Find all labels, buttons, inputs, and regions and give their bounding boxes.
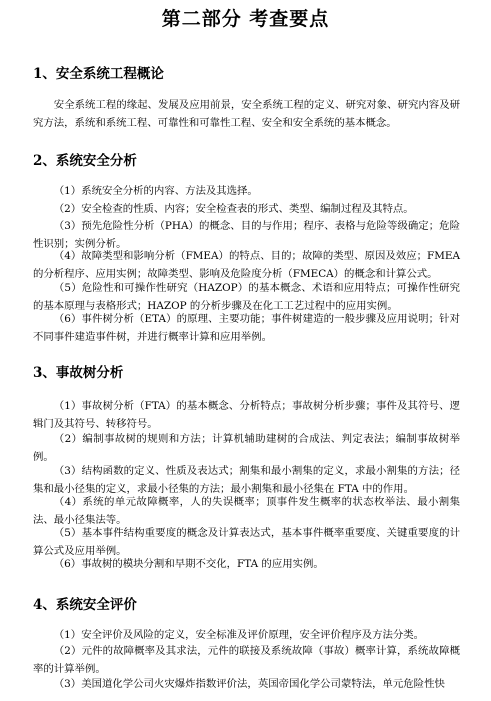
- section-3-item-3: （3）结构函数的定义、性质及表达式；割集和最小割集的定义，求最小割集的方法；径集和最小径集的定义，求最小径集的方法；最小割集和最小径集在 FTA 中的作用。: [33, 465, 460, 495]
- section-heading-2: 2、系统安全分析: [33, 153, 137, 169]
- section-heading-1: 1、安全系统工程概论: [33, 66, 164, 82]
- section-2-item-5: （5）危险性和可操作性研究（HAZOP）的基本概念、术语和应用特点；可操作性研究的基本原理与表格形式；HAZOP 的分析步骤及在化工工艺过程中的应用实例。: [33, 282, 460, 312]
- section-3-item-1: （1）事故树分析（FTA）的基本概念、分析特点；事故树分析步骤；事件及其符号、逻辑门及其符号、转移符号。: [33, 400, 460, 430]
- page-title: 第二部分 考查要点: [161, 8, 330, 30]
- section-2-item-2: （2）安全检查的性质、内容；安全检查表的形式、类型、编制过程及其特点。: [53, 203, 414, 215]
- section-2-item-3: （3）预先危险性分析（PHA）的概念、目的与作用；程序、表格与危险等级确定；危险性识别；实例分析。: [33, 220, 460, 250]
- section-heading-3: 3、事故树分析: [33, 365, 124, 381]
- section-2-item-6: （6）事件树分析（ETA）的原理、主要功能；事件树建造的一般步骤及应用说明；针对不同事件建造事件树，并进行概率计算和应用举例。: [33, 313, 460, 343]
- section-4-item-2: （2）元件的故障概率及其求法，元件的联接及系统故障（事故）概率计算，系统故障概率的计算举例。: [33, 645, 460, 675]
- section-3-item-4: （4）系统的单元故障概率，人的失误概率；顶事件发生概率的状态枚举法、最小割集法、最小径集法等。: [33, 496, 460, 526]
- section-3-item-6: （6）事故树的模块分割和早期不交化，FTA 的应用实例。: [53, 558, 324, 570]
- section-3-item-5: （5）基本事件结构重要度的概念及计算表达式，基本事件概率重要度、关键重要度的计算公式及应用举例。: [33, 527, 460, 557]
- section-2-item-4: （4）故障类型和影响分析（FMEA）的特点、目的；故障的类型、原因及效应；FMEA 的分析程序、应用实例；故障类型、影响及危险度分析（FMECA）的概念和计算公式。: [33, 250, 460, 280]
- section-3-item-2: （2）编制事故树的规则和方法；计算机辅助建树的合成法、判定表法；编制事故树举例。: [33, 433, 460, 463]
- section-heading-4: 4、系统安全评价: [33, 597, 137, 613]
- section-1-paragraph: 安全系统工程的缘起、发展及应用前景，安全系统工程的定义、研究对象、研究内容及研究方法，系统和系统工程、可靠性和可靠性工程、安全和安全系统的基本概念。: [33, 99, 460, 129]
- section-4-item-1: （1）安全评价及风险的定义，安全标准及评价原理，安全评价程序及方法分类。: [53, 629, 425, 641]
- section-2-item-1: （1）系统安全分析的内容、方法及其选择。: [53, 185, 258, 197]
- section-4-item-3: （3）美国道化学公司火灾爆炸指数评价法，英国帝国化学公司蒙特法，单元危险性快: [53, 678, 445, 690]
